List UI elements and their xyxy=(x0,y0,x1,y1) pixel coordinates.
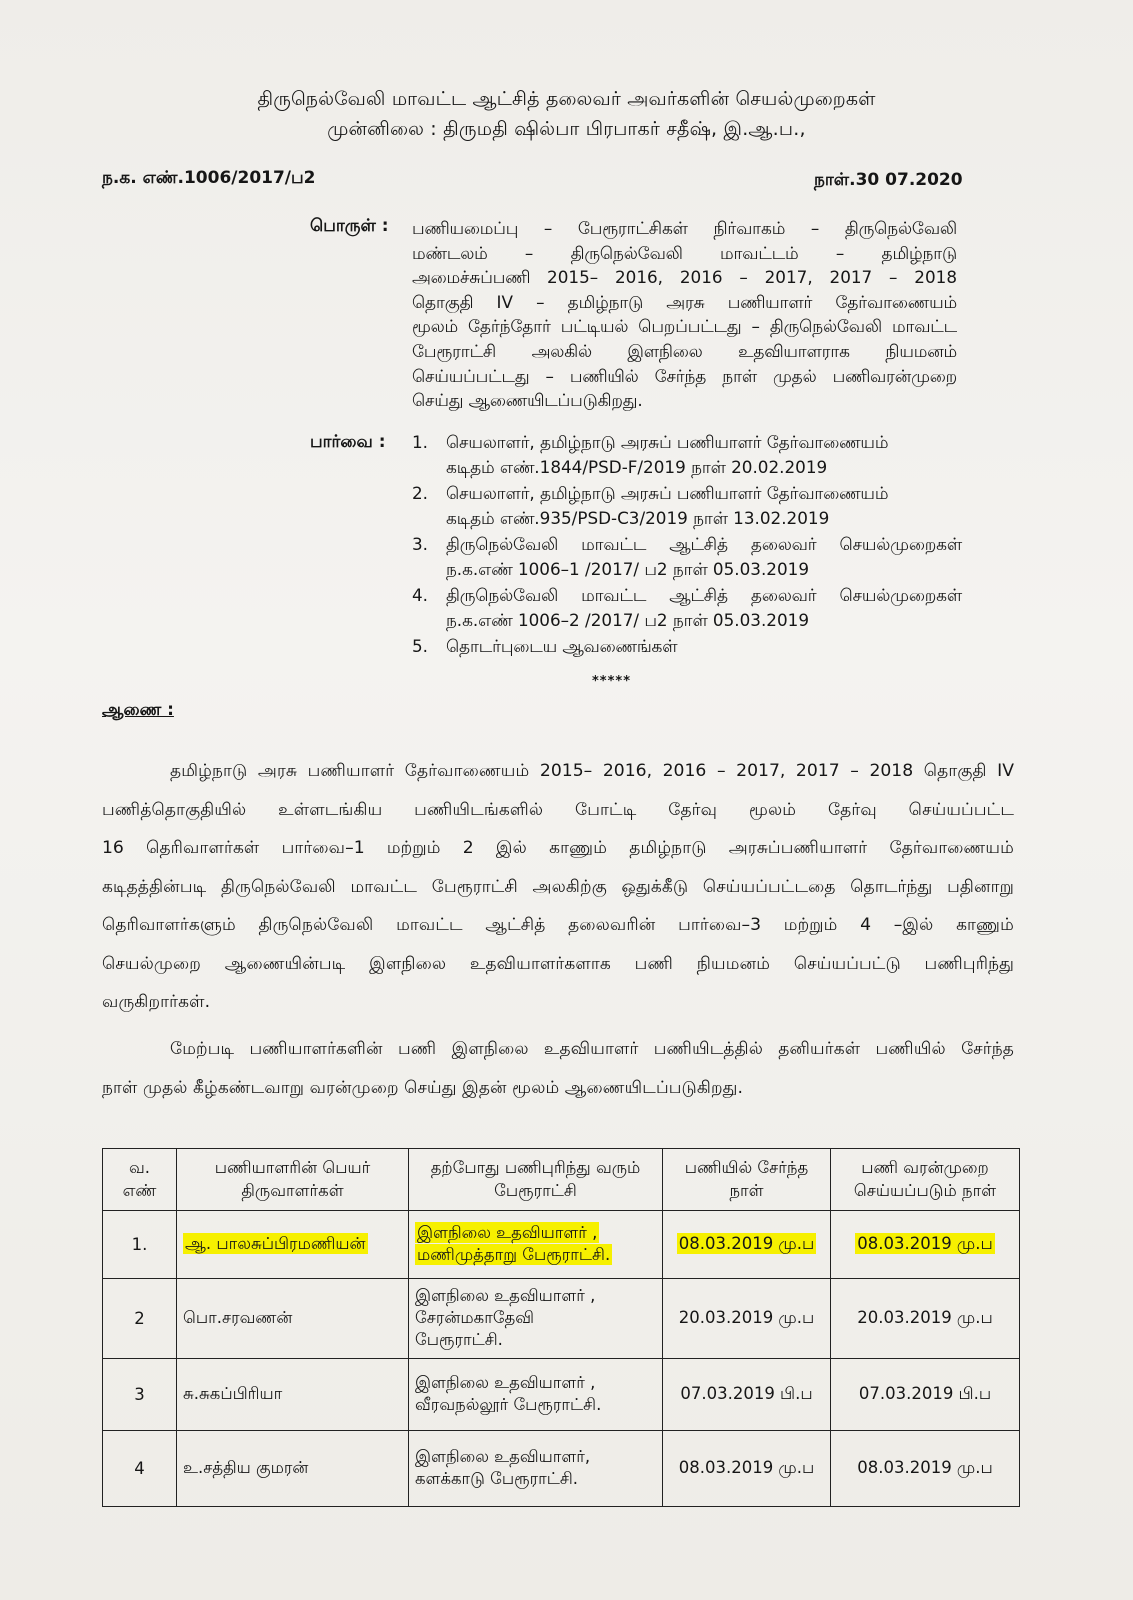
reference-line: ந.க.எண் 1006–2 /2017/ ப2 நாள் 05.03.2019 xyxy=(446,609,810,630)
paragraph-line: செயல்முறை ஆணையின்படி இளநிலை உதவியாளர்களாக பணி நியமனம் செய்யப்பட்டு பணிபுரிந்து xyxy=(102,953,1014,974)
subject-line: செய்யப்பட்டது – பணியில் சேர்ந்த நாள் முதல் பணிவரன்முறை xyxy=(412,365,957,386)
table-header-row xyxy=(103,1149,1020,1211)
header-title: திருநெல்வேலி மாவட்ட ஆட்சித் தலைவர் அவர்களின் செயல்முறைகள் xyxy=(257,88,876,110)
reference-number: 3. xyxy=(412,534,429,554)
row-employee-name: பொ.சரவணன் xyxy=(177,1279,409,1359)
reference-line: தொடர்புடைய ஆவணைங்கள் xyxy=(446,636,678,656)
separator-stars: ***** xyxy=(592,674,631,689)
paragraph-line: நாள் முதல் கீழ்கண்டவாறு வரன்முறை செய்து இதன் மூலம் ஆணையிடப்படுகிறது. xyxy=(102,1077,744,1098)
reference-line: கடிதம் எண்.1844/PSD-F/2019 நாள் 20.02.2019 xyxy=(446,456,828,477)
header-presence: முன்னிலை : திருமதி ஷில்பா பிரபாகர் சதீஷ், இ.ஆ.ப., xyxy=(327,118,806,140)
order-paragraph-2 xyxy=(102,1030,1014,1107)
row-join-date: 08.03.2019 மு.ப xyxy=(663,1211,831,1279)
reference-number: ந.க. எண்.1006/2017/ப2 xyxy=(102,168,316,188)
reference-line: செயலாளர், தமிழ்நாடு அரசுப் பணியாளர் தேர்வாணையம் xyxy=(446,483,889,503)
reference-number: 2. xyxy=(412,483,429,503)
subject-line: மூலம் தேர்ந்தோர் பட்டியல் பெறப்பட்டது – திருநெல்வேலி மாவட்ட xyxy=(412,316,957,337)
paragraph-line: பணித்தொகுதியில் உள்ளடங்கிய பணியிடங்களில் போட்டி தேர்வு மூலம் தேர்வு செய்யப்பட்ட xyxy=(102,799,1014,820)
subject-line: பேரூராட்சி அலகில் இளநிலை உதவியாளராக நியமனம் xyxy=(412,340,957,361)
reference-line: ந.க.எண் 1006–1 /2017/ ப2 நாள் 05.03.2019 xyxy=(446,558,810,579)
reference-line: செயலாளர், தமிழ்நாடு அரசுப் பணியாளர் தேர்வாணையம் xyxy=(446,432,889,452)
reference-number: 5. xyxy=(412,636,429,656)
subject-text xyxy=(412,216,957,413)
table-row xyxy=(103,1279,1020,1359)
row-office: இளநிலை உதவியாளர் , வீரவநல்லூர் பேரூராட்சி. xyxy=(409,1359,663,1431)
references-label: பார்வை : xyxy=(310,432,386,452)
row-serial: 1. xyxy=(103,1211,177,1279)
row-serial: 4 xyxy=(103,1431,177,1507)
row-serial: 3 xyxy=(103,1359,177,1431)
references-list xyxy=(412,430,962,659)
paragraph-line: தெரிவாளர்களும் திருநெல்வேலி மாவட்ட ஆட்சித் தலைவரின் பார்வை–3 மற்றும் 4 –இல் காணும் xyxy=(102,915,1014,935)
table-row xyxy=(103,1431,1020,1507)
subject-line: அமைச்சுப்பணி 2015– 2016, 2016 – 2017, 2017 – 2018 xyxy=(412,267,957,288)
row-regularization-date: 08.03.2019 மு.ப xyxy=(831,1211,1020,1279)
row-join-date: 20.03.2019 மு.ப xyxy=(663,1279,831,1359)
row-join-date: 07.03.2019 பி.ப xyxy=(663,1359,831,1431)
row-employee-name: ஆ. பாலசுப்பிரமணியன் xyxy=(177,1211,409,1279)
row-regularization-date: 08.03.2019 மு.ப xyxy=(831,1431,1020,1507)
order-heading: ஆணை : xyxy=(102,700,174,720)
reference-line: திருநெல்வேலி மாவட்ட ஆட்சித் தலைவர் செயல்முறைகள் xyxy=(446,585,962,605)
column-header-serial: வ. எண் xyxy=(103,1149,177,1211)
column-header-name: பணியாளரின் பெயர் திருவாளர்கள் xyxy=(177,1149,409,1211)
order-paragraph-1 xyxy=(102,752,1014,1022)
row-office: இளநிலை உதவியாளர் , சேரன்மகாதேவி பேரூராட்சி. xyxy=(409,1279,663,1359)
reference-number: 1. xyxy=(412,432,429,452)
paragraph-line: 16 தெரிவாளர்கள் பார்வை–1 மற்றும் 2 இல் காணும் தமிழ்நாடு அரசுப்பணியாளர் தேர்வாணையம் xyxy=(102,838,1014,858)
column-header-office: தற்போது பணிபுரிந்து வரும் பேரூராட்சி xyxy=(409,1149,663,1211)
paragraph-line: மேற்படி பணியாளர்களின் பணி இளநிலை உதவியாளர் பணியிடத்தில் தனியர்கள் பணியில் சேர்ந்த xyxy=(170,1039,1014,1059)
subject-line: பணியமைப்பு – பேரூராட்சிகள் நிர்வாகம் – திருநெல்வேலி xyxy=(412,218,957,238)
row-join-date: 08.03.2019 மு.ப xyxy=(663,1431,831,1507)
column-header-join-date: பணியில் சேர்ந்த நாள் xyxy=(663,1149,831,1211)
reference-item xyxy=(412,532,962,581)
reference-item xyxy=(412,481,962,530)
row-employee-name: சு.சுகப்பிரியா xyxy=(177,1359,409,1431)
reference-line: கடிதம் எண்.935/PSD-C3/2019 நாள் 13.02.2019 xyxy=(446,507,830,528)
row-office: இளநிலை உதவியாளர், களக்காடு பேரூராட்சி. xyxy=(409,1431,663,1507)
reference-line: திருநெல்வேலி மாவட்ட ஆட்சித் தலைவர் செயல்முறைகள் xyxy=(446,534,962,554)
regularization-table xyxy=(102,1148,1020,1507)
table-row xyxy=(103,1359,1020,1431)
reference-item xyxy=(412,583,962,632)
paragraph-line: தமிழ்நாடு அரசு பணியாளர் தேர்வாணையம் 2015– 2016, 2016 – 2017, 2017 – 2018 தொகுதி IV xyxy=(170,761,1014,781)
order-date: நாள்.30 07.2020 xyxy=(814,170,963,190)
row-employee-name: உ.சத்திய குமரன் xyxy=(177,1431,409,1507)
subject-line: மண்டலம் – திருநெல்வேலி மாவட்டம் – தமிழ்நாடு xyxy=(412,242,957,263)
row-serial: 2 xyxy=(103,1279,177,1359)
row-regularization-date: 20.03.2019 மு.ப xyxy=(831,1279,1020,1359)
row-office: இளநிலை உதவியாளர் , மணிமுத்தாறு பேரூராட்சி. xyxy=(409,1211,663,1279)
table-row xyxy=(103,1211,1020,1279)
subject-label: பொருள் : xyxy=(310,216,389,236)
column-header-regularization-date: பணி வரன்முறை செய்யப்படும் நாள் xyxy=(831,1149,1020,1211)
subject-line: செய்து ஆணையிடப்படுகிறது. xyxy=(412,390,643,411)
row-regularization-date: 07.03.2019 பி.ப xyxy=(831,1359,1020,1431)
reference-item xyxy=(412,430,962,479)
paragraph-line: வருகிறார்கள். xyxy=(102,992,211,1012)
subject-line: தொகுதி IV – தமிழ்நாடு அரசு பணியாளர் தேர்வாணையம் xyxy=(412,291,957,312)
reference-number: 4. xyxy=(412,585,429,605)
reference-item xyxy=(412,634,962,659)
paragraph-line: கடிதத்தின்படி திருநெல்வேலி மாவட்ட பேரூராட்சி அலகிற்கு ஒதுக்கீடு செய்யப்பட்டதை தொடர்ந்து பதினாறு xyxy=(102,876,1014,897)
